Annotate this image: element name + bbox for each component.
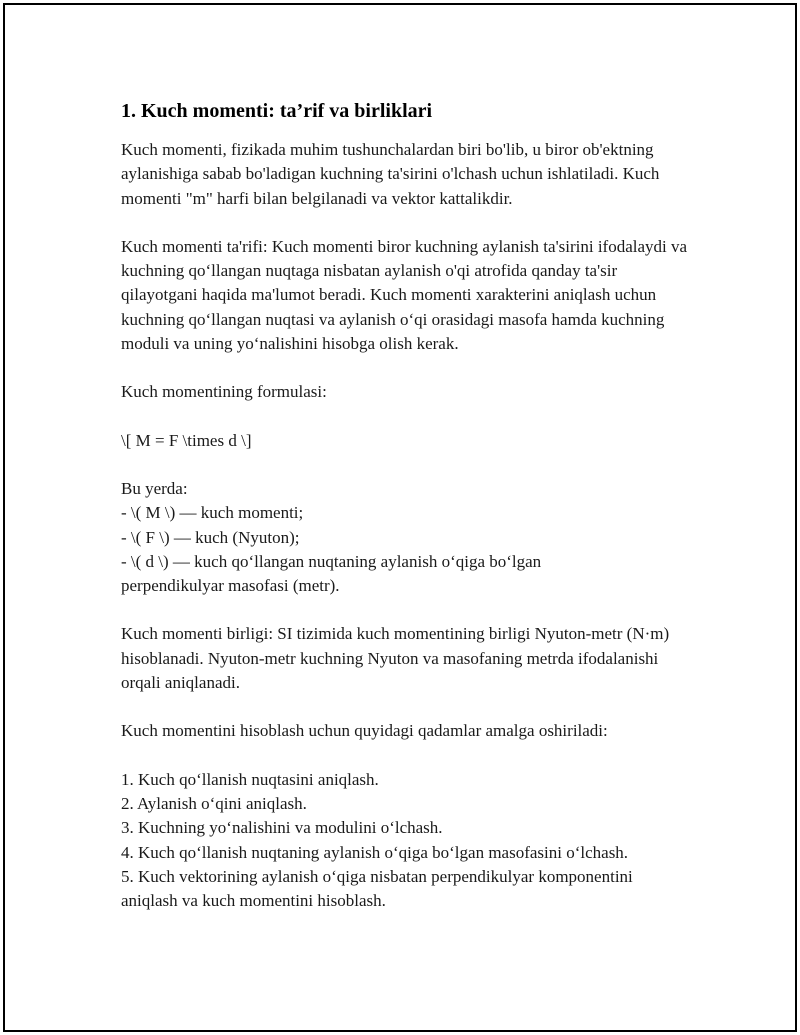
steps-list bbox=[121, 768, 691, 914]
step-item-continuation: aniqlash va kuch momentini hisoblash. bbox=[121, 891, 386, 911]
document-page bbox=[3, 3, 797, 1032]
step-item: 5. Kuch vektorining aylanish o‘qiga nisbatan perpendikulyar komponentini bbox=[121, 866, 633, 886]
intro-paragraph: Kuch momenti, fizikada muhim tushunchalardan biri bo'lib, u biror ob'ektning aylanishiga sabab bo'ladigan kuchning ta'sirini o'lchash uchun ishlatiladi. Kuch momenti "m" harfi bilan belgilanadi va vektor kattalikdir. bbox=[121, 140, 660, 208]
units-paragraph: Kuch momenti birligi: SI tizimida kuch momentining birligi Nyuton-metr (N·m) hisoblanadi. Nyuton-metr kuchning Nyuton va masofaning metrda ifodalanishi orqali aniqlanadi. bbox=[121, 624, 670, 693]
definition-paragraph: Kuch momenti ta'rifi: Kuch momenti biror kuchning aylanish ta'sirini ifodalaydi va kuchning qo‘llangan nuqtaga nisbatan aylanish o'qi atrofida qanday ta'sir qilayotgani haqida ma'lumot beradi. Kuch momenti xarakterini aniqlash uchun kuchning qo‘llangan nuqtasi va aylanish o‘qi orasidagi masofa hamda kuchning moduli va uning yo‘nalishini hisobga olish kerak. bbox=[121, 236, 688, 354]
variable-item: - \( F \) — kuch (Nyuton); bbox=[121, 527, 300, 547]
variable-item: - \( d \) — kuch qo‘llangan nuqtaning aylanish o‘qiga bo‘lgan bbox=[121, 551, 542, 571]
step-item: 3. Kuchning yo‘nalishini va modulini o‘lchash. bbox=[121, 818, 443, 838]
variables-title: Bu yerda: bbox=[121, 478, 188, 498]
variable-item-continuation: perpendikulyar masofasi (metr). bbox=[121, 576, 340, 596]
document-body bbox=[121, 98, 691, 937]
section-heading: 1. Kuch momenti: ta’rif va birliklari bbox=[121, 100, 433, 122]
step-item: 2. Aylanish o‘qini aniqlash. bbox=[121, 793, 307, 813]
step-item: 4. Kuch qo‘llanish nuqtaning aylanish o‘qiga bo‘lgan masofasini o‘lchash. bbox=[121, 842, 629, 862]
step-item: 1. Kuch qo‘llanish nuqtasini aniqlash. bbox=[121, 769, 379, 789]
formula-line: \[ M = F \times d \] bbox=[121, 430, 252, 450]
variables-list bbox=[121, 477, 691, 598]
variable-item: - \( M \) — kuch momenti; bbox=[121, 503, 304, 523]
formula-intro-paragraph: Kuch momentining formulasi: bbox=[121, 382, 327, 402]
steps-intro-paragraph: Kuch momentini hisoblash uchun quyidagi qadamlar amalga oshiriladi: bbox=[121, 721, 608, 741]
